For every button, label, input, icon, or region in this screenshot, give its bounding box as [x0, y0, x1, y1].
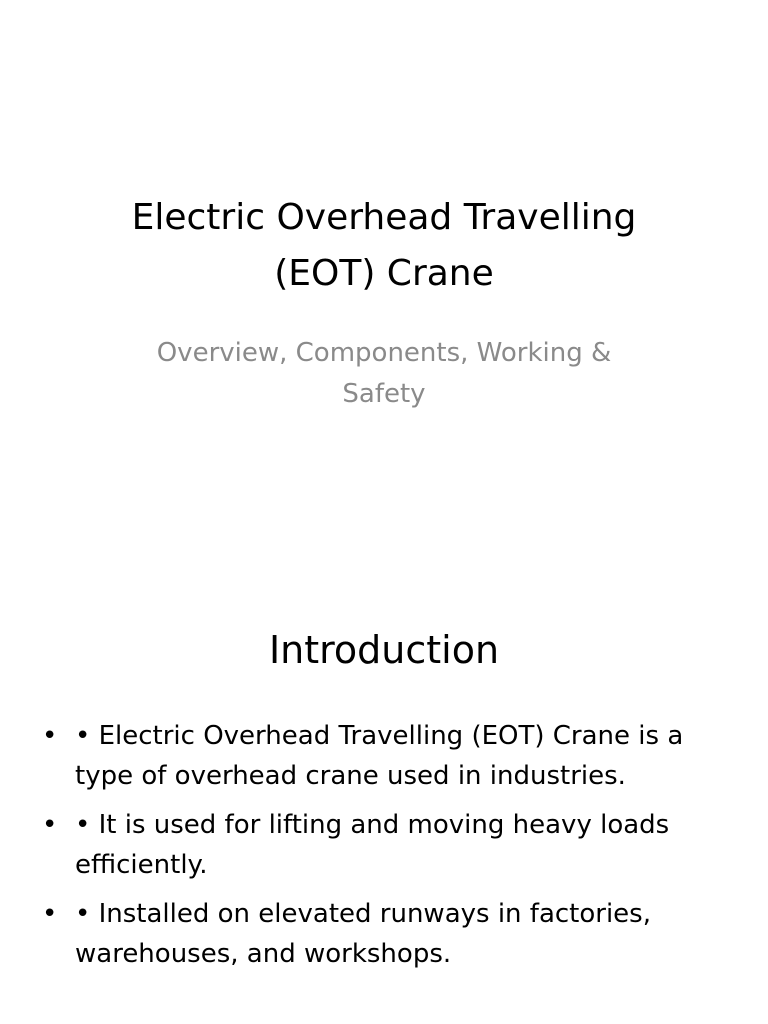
bullet-item	[38, 894, 728, 974]
bullet-list	[38, 716, 728, 983]
introduction-slide	[0, 512, 768, 1024]
slide-title-line-2: (EOT) Crane	[274, 253, 494, 294]
bullet-item	[38, 805, 728, 885]
slide-title-line-1: Electric Overhead Travelling	[131, 197, 637, 238]
bullet-text: • It is used for lifting and moving heavy loads efficiently.	[75, 810, 670, 880]
bullet-item	[38, 716, 728, 796]
slide-subtitle	[120, 333, 648, 415]
bullet-text: • Installed on elevated runways in factories, warehouses, and workshops.	[75, 899, 651, 969]
bullet-marker: •	[42, 721, 58, 751]
bullet-text: • Electric Overhead Travelling (EOT) Crane is a type of overhead crane used in industries.	[75, 721, 684, 791]
bullet-marker: •	[42, 899, 58, 929]
bullet-marker: •	[42, 810, 58, 840]
slide-subtitle-line-2: Safety	[342, 379, 426, 409]
slide-title	[60, 190, 708, 302]
slide-heading: Introduction	[268, 628, 500, 672]
slide-subtitle-line-1: Overview, Components, Working &	[156, 338, 612, 368]
